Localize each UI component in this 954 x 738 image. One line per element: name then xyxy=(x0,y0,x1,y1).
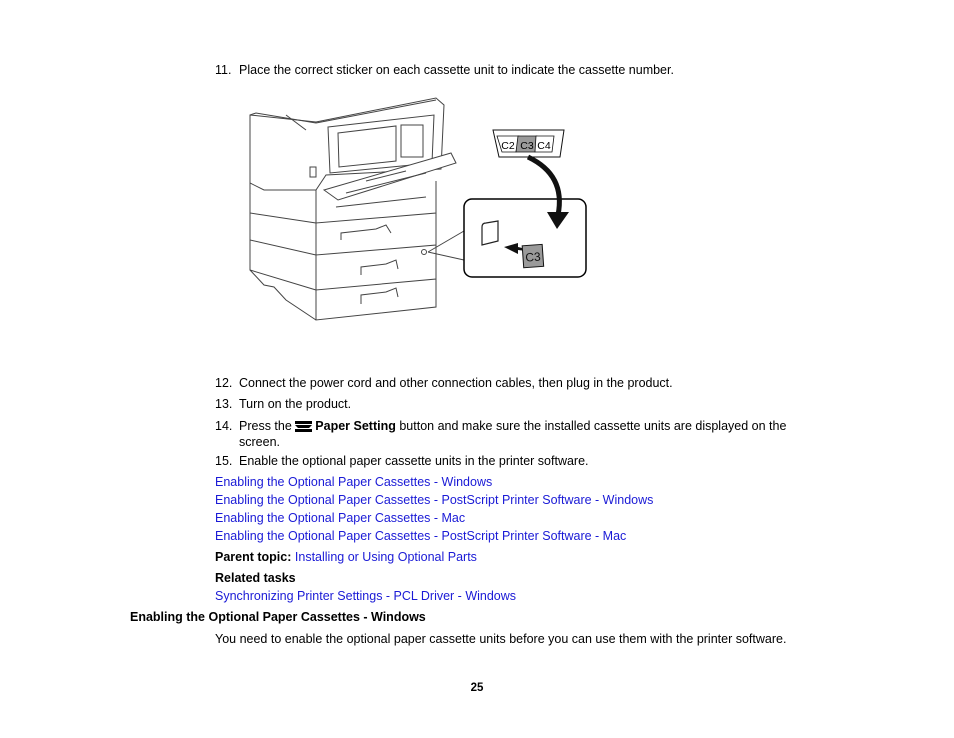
link-enabling-cassettes-postscript-windows[interactable]: Enabling the Optional Paper Cassettes - PostScript Printer Software - Windows xyxy=(215,493,654,507)
section-body: You need to enable the optional paper cassette units before you can use them with the printer software. xyxy=(215,632,787,646)
step-text-post: button and make sure the installed cassette units are displayed on the screen. xyxy=(239,419,787,449)
link-enabling-cassettes-windows[interactable]: Enabling the Optional Paper Cassettes - Windows xyxy=(215,475,493,489)
step-number: 11. xyxy=(215,63,232,77)
link-enabling-cassettes-postscript-mac[interactable]: Enabling the Optional Paper Cassettes - PostScript Printer Software - Mac xyxy=(215,529,627,543)
parent-topic-link[interactable]: Installing or Using Optional Parts xyxy=(294,550,477,564)
step-number: 13. xyxy=(215,397,233,411)
applied-sticker-label: C3 xyxy=(524,249,542,265)
parent-topic xyxy=(215,550,477,564)
sticker-label-c2: C2 xyxy=(501,140,515,152)
step-number: 15. xyxy=(215,454,233,468)
step-number: 12. xyxy=(215,376,233,390)
paper-setting-icon xyxy=(295,421,312,435)
step-text: Turn on the product. xyxy=(239,397,352,411)
sticker-label-c3: C3 xyxy=(520,140,534,152)
step-text xyxy=(239,419,829,449)
step-text-pre: Press the xyxy=(239,419,292,433)
step-text: Connect the power cord and other connection cables, then plug in the product. xyxy=(239,376,673,390)
paper-setting-button-label: Paper Setting xyxy=(315,419,396,433)
printer-cassette-illustration xyxy=(246,95,591,325)
related-tasks-heading: Related tasks xyxy=(215,571,296,585)
parent-topic-label: Parent topic: xyxy=(215,550,292,564)
page-number: 25 xyxy=(470,682,484,694)
step-text: Place the correct sticker on each cassette unit to indicate the cassette number. xyxy=(239,63,674,77)
link-enabling-cassettes-mac[interactable]: Enabling the Optional Paper Cassettes - Mac xyxy=(215,511,466,525)
step-number: 14. xyxy=(215,419,233,433)
related-task-link[interactable]: Synchronizing Printer Settings - PCL Driver - Windows xyxy=(215,589,517,603)
section-heading: Enabling the Optional Paper Cassettes - Windows xyxy=(130,610,426,624)
step-text: Enable the optional paper cassette units in the printer software. xyxy=(239,454,589,468)
sticker-label-c4: C4 xyxy=(537,140,551,152)
